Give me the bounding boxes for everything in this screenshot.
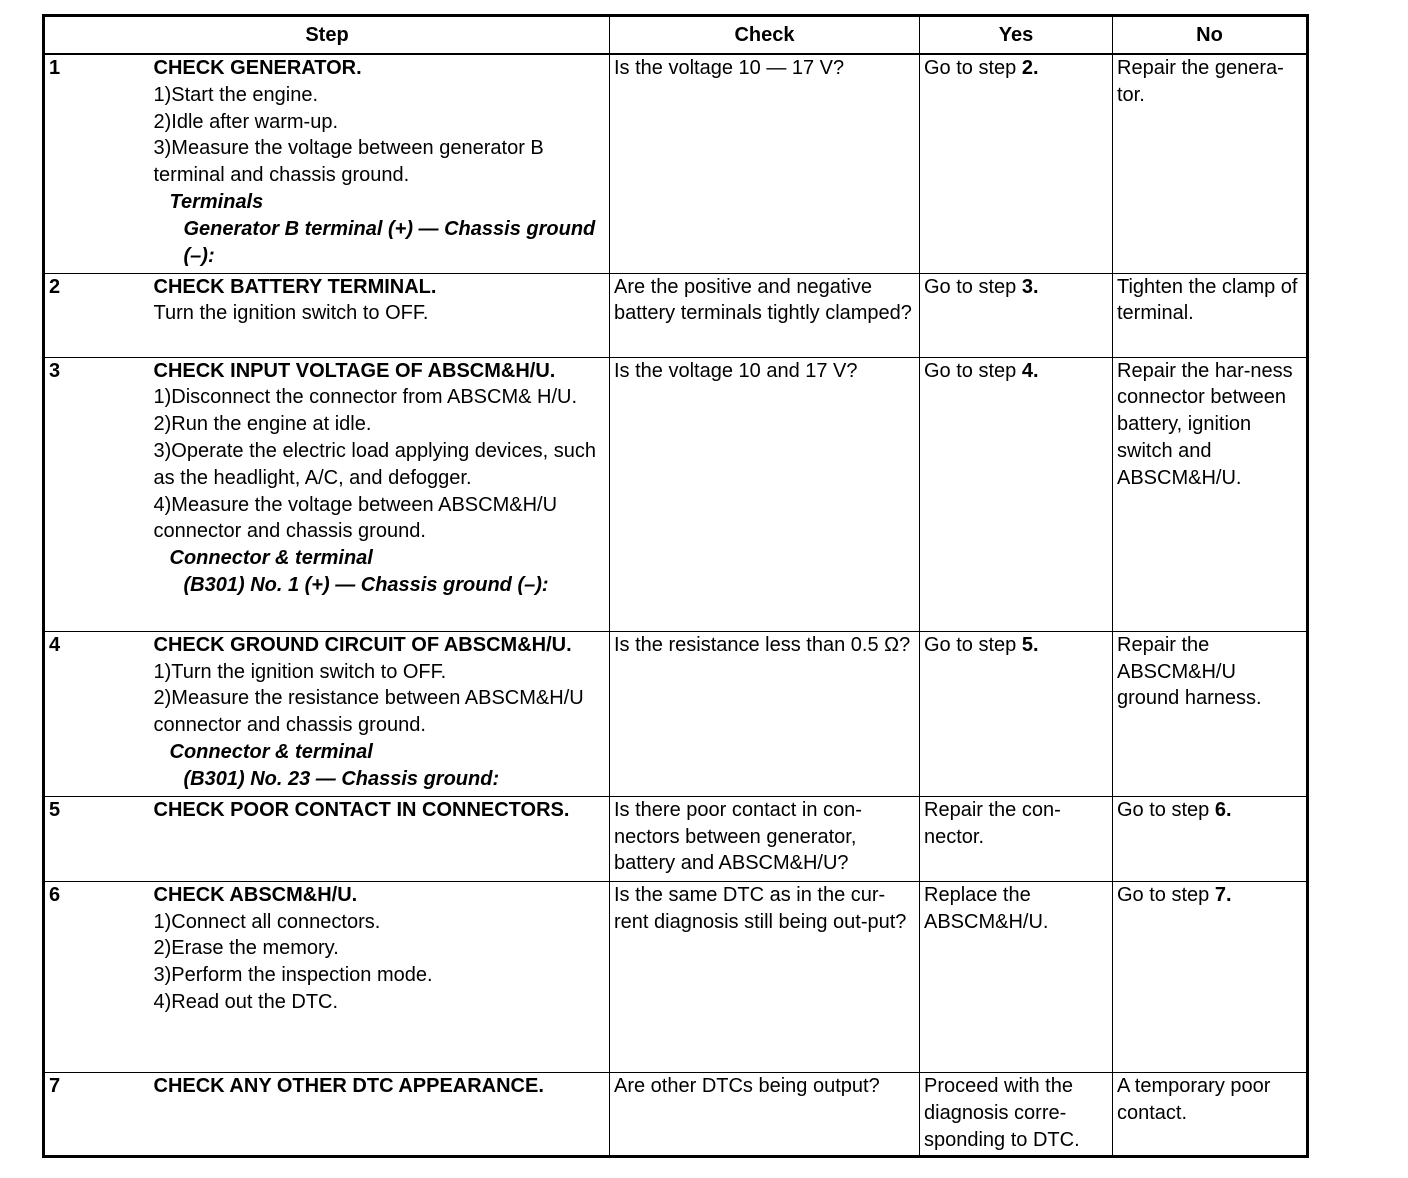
header-no: No (1113, 16, 1308, 55)
no-step-ref: 7. (1214, 883, 1232, 906)
yes-prefix: Go to step (924, 359, 1022, 382)
spec-heading: Connector & terminal (169, 547, 373, 570)
no-cell: Repair the ABSCM&H/U ground harness. (1113, 631, 1308, 796)
step-line: 2)Measure the resistance between ABSCM&H/U connector and chassis ground. (153, 687, 584, 737)
step-description (150, 881, 610, 1072)
step-description (150, 357, 610, 631)
step-line: 4)Read out the DTC. (153, 991, 339, 1014)
header-yes: Yes (920, 16, 1113, 55)
no-cell (1113, 881, 1308, 1072)
step-line: 3)Operate the electric load applying devices, such as the headlight, A/C, and defogger. (153, 440, 596, 489)
yes-prefix: Go to step (924, 275, 1022, 298)
step-line: 1)Start the engine. (153, 83, 319, 106)
step-line: 2)Run the engine at idle. (153, 413, 372, 436)
step-number: 7 (44, 1072, 150, 1156)
yes-step-ref: 2. (1021, 57, 1039, 79)
step-line: 1)Turn the ignition switch to OFF. (153, 660, 447, 683)
spec-value: (B301) No. 23 — Chassis ground: (183, 767, 500, 790)
yes-cell: Proceed with the diagnosis corre-sponding to DTC. (920, 1072, 1113, 1156)
step-title: CHECK POOR CONTACT IN CONNECTORS. (153, 798, 570, 821)
no-cell: A temporary poor contact. (1113, 1072, 1308, 1156)
no-cell: Repair the har-ness connector between battery, ignition switch and ABSCM&H/U. (1113, 357, 1308, 631)
spec-heading: Connector & terminal (169, 740, 373, 763)
step-line: 1)Connect all connectors. (153, 910, 381, 933)
step-title: CHECK INPUT VOLTAGE OF ABSCM&H/U. (153, 359, 556, 382)
no-cell: Repair the genera-tor. (1113, 54, 1308, 273)
yes-cell (920, 273, 1113, 357)
step-description (150, 54, 610, 273)
table-row (44, 796, 1308, 881)
step-line: Turn the ignition switch to OFF. (153, 302, 429, 325)
step-description (150, 796, 610, 881)
header-row (44, 16, 1308, 55)
no-cell: Tighten the clamp of terminal. (1113, 273, 1308, 357)
table-row (44, 54, 1308, 273)
yes-step-ref: 4. (1021, 359, 1039, 382)
spec-value: (B301) No. 1 (+) — Chassis ground (–): (183, 574, 549, 596)
no-step-ref: 6. (1214, 798, 1232, 821)
check-cell: Are other DTCs being output? (610, 1072, 920, 1156)
yes-step-ref: 3. (1021, 275, 1039, 298)
no-cell (1113, 796, 1308, 881)
step-title: CHECK ANY OTHER DTC APPEARANCE. (153, 1074, 544, 1097)
step-number: 1 (44, 54, 150, 273)
yes-cell (920, 631, 1113, 796)
step-number: 6 (44, 881, 150, 1072)
table-row (44, 357, 1308, 631)
header-step: Step (44, 16, 610, 55)
yes-cell: Repair the con-nector. (920, 796, 1113, 881)
yes-prefix: Go to step (924, 57, 1022, 79)
yes-step-ref: 5. (1021, 633, 1039, 656)
table-row (44, 273, 1308, 357)
step-title: CHECK GROUND CIRCUIT OF ABSCM&H/U. (153, 633, 572, 656)
step-number: 5 (44, 796, 150, 881)
step-title: CHECK BATTERY TERMINAL. (153, 275, 437, 298)
yes-cell (920, 357, 1113, 631)
step-line: 3)Measure the voltage between generator B terminal and chassis ground. (153, 137, 544, 187)
step-description (150, 1072, 610, 1156)
check-cell: Is the same DTC as in the cur-rent diagnosis still being out-put? (610, 881, 920, 1072)
spec-value: Generator B terminal (+) — Chassis ground (–): (183, 217, 596, 267)
step-line: 1)Disconnect the connector from ABSCM& H/U. (153, 386, 577, 409)
spec-heading: Terminals (169, 190, 264, 213)
yes-cell (920, 54, 1113, 273)
step-line: 4)Measure the voltage between ABSCM&H/U connector and chassis ground. (153, 493, 558, 543)
check-cell: Is the voltage 10 — 17 V? (610, 54, 920, 273)
check-cell: Is there poor contact in con-nectors between generator, battery and ABSCM&H/U? (610, 796, 920, 881)
yes-prefix: Go to step (924, 633, 1022, 656)
step-title: CHECK GENERATOR. (153, 57, 362, 79)
no-prefix: Go to step (1117, 798, 1215, 821)
step-number: 3 (44, 357, 150, 631)
check-cell: Are the positive and negative battery terminals tightly clamped? (610, 273, 920, 357)
step-line: 2)Erase the memory. (153, 937, 339, 960)
check-cell: Is the resistance less than 0.5 Ω? (610, 631, 920, 796)
step-number: 4 (44, 631, 150, 796)
check-cell: Is the voltage 10 and 17 V? (610, 357, 920, 631)
step-number: 2 (44, 273, 150, 357)
step-description (150, 273, 610, 357)
header-check: Check (610, 16, 920, 55)
yes-cell: Replace the ABSCM&H/U. (920, 881, 1113, 1072)
table-row (44, 881, 1308, 1072)
table-row (44, 631, 1308, 796)
step-description (150, 631, 610, 796)
step-title: CHECK ABSCM&H/U. (153, 883, 358, 906)
diagnostic-table (42, 14, 1309, 1158)
step-line: 3)Perform the inspection mode. (153, 964, 433, 987)
table-row (44, 1072, 1308, 1156)
step-line: 2)Idle after warm-up. (153, 110, 339, 133)
no-prefix: Go to step (1117, 883, 1215, 906)
